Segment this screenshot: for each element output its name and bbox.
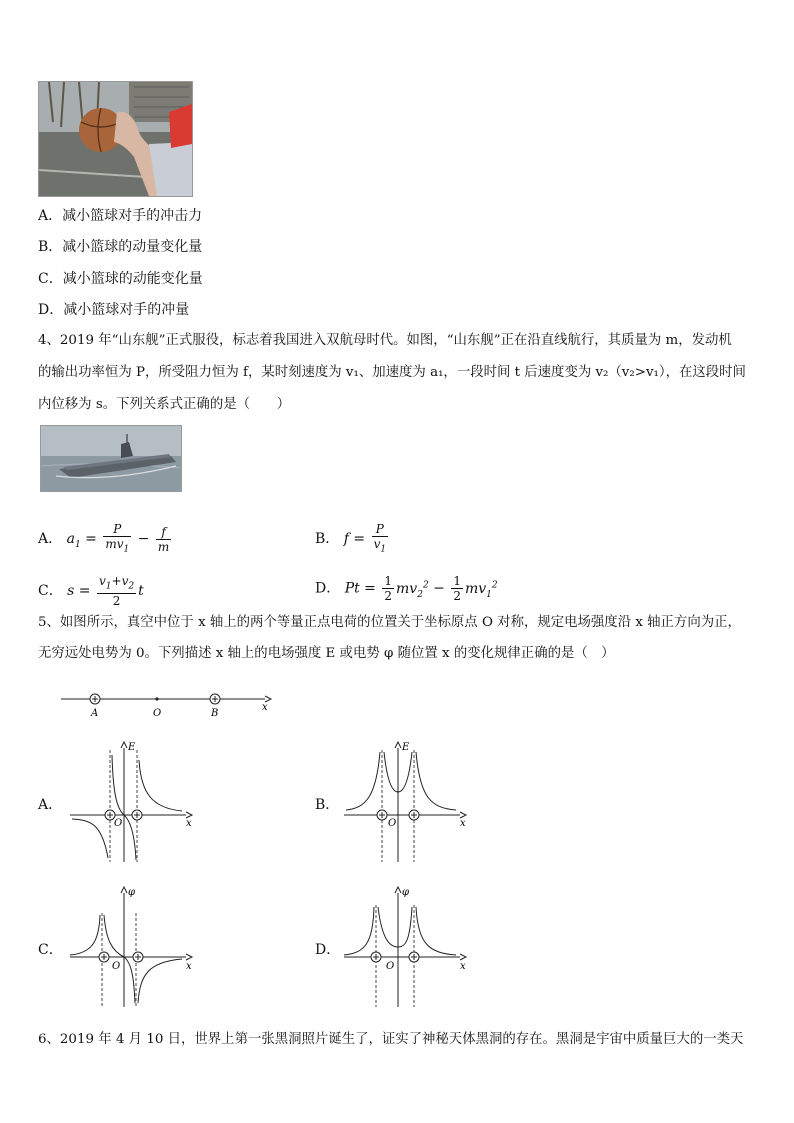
q3-option-c: C．减小篮球的动能变化量 [38,271,203,287]
graph-d-phi-label: φ [402,887,410,898]
q3-option-a: A．减小篮球对手的冲击力 [38,208,203,224]
graph-a-o-label: O [114,818,123,829]
graph-b-x-label: x [460,818,466,829]
origin-dot [155,697,158,700]
graph-c [66,885,196,1010]
label-x: x [262,702,268,713]
q4-stem-line1: 4、2019 年“山东舰”正式服役，标志着我国进入双航母时代。如图，“山东舰”正在沿直线航行，其质量为 m，发动机 [38,333,732,348]
label-o: O [153,708,162,719]
charge-a [90,694,100,704]
graph-d [340,885,470,1010]
charge-b [210,694,220,704]
graph-b [340,740,470,865]
label-b: B [211,708,219,719]
q5-option-c: C． [38,942,63,958]
q4-stem-line2: 的输出功率恒为 P，所受阻力恒为 f，某时刻速度为 v₁、加速度为 a₁，一段时间 t 后速度变为 v₂（v₂>v₁），在这段时间 [38,365,746,380]
graph-d-o-label: O [386,961,395,972]
graph-d-x-label: x [460,961,466,972]
q4-option-c: C． s = $\frac{v_1+v_2}{2}$ t [38,574,144,609]
graph-a-x-label: x [186,818,192,829]
q5-stem-line1: 5、如图所示，真空中位于 x 轴上的两个等量正点电荷的位置关于坐标原点 O 对称，规定电场强度沿 x 轴正方向为正， [38,615,741,630]
q4-stem-line3: 内位移为 s。下列关系式正确的是（ ） [38,397,291,412]
graph-c-o-label: O [112,961,121,972]
charge-axis-diagram [55,688,280,720]
q5-stem-line2: 无穷远处电势为 0。下列描述 x 轴上的电场强度 E 或电势 φ 随位置 x 的变化规律正确的是（ ） [38,646,615,661]
q5-option-d: D． [315,942,341,958]
graph-b-o-label: O [388,818,397,829]
q3-option-b: B．减小篮球的动量变化量 [38,239,203,255]
graph-c-phi-label: φ [128,887,136,898]
q5-option-a: A． [38,797,63,813]
q4-option-b: B． f = $\frac{P}{v_1}$ [315,522,387,555]
graph-a-e-label: E [128,742,136,753]
q6-stem-line1: 6、2019 年 4 月 10 日，世界上第一张黑洞照片诞生了，证实了神秘天体黑洞的存在。黑洞是宇宙中质量巨大的一类天 [38,1032,744,1047]
basketball-photo [38,81,193,197]
graph-b-e-label: E [402,742,410,753]
q3-option-d: D．减小篮球对手的冲量 [38,302,190,318]
graph-a [66,740,196,865]
graph-c-x-label: x [186,961,192,972]
q4-option-a: A． $a_1$ = $\frac{P}{mv_1}$ − $\frac{f}{m}$ [38,522,170,555]
carrier-photo [40,425,182,492]
label-a: A [91,708,99,719]
q5-option-b: B． [315,797,340,813]
q4-option-d: D． Pt = $\frac{1}{2}$ $mv_2^2$ − $\frac{1}{2}$ $mv_1^2$ [315,574,498,603]
